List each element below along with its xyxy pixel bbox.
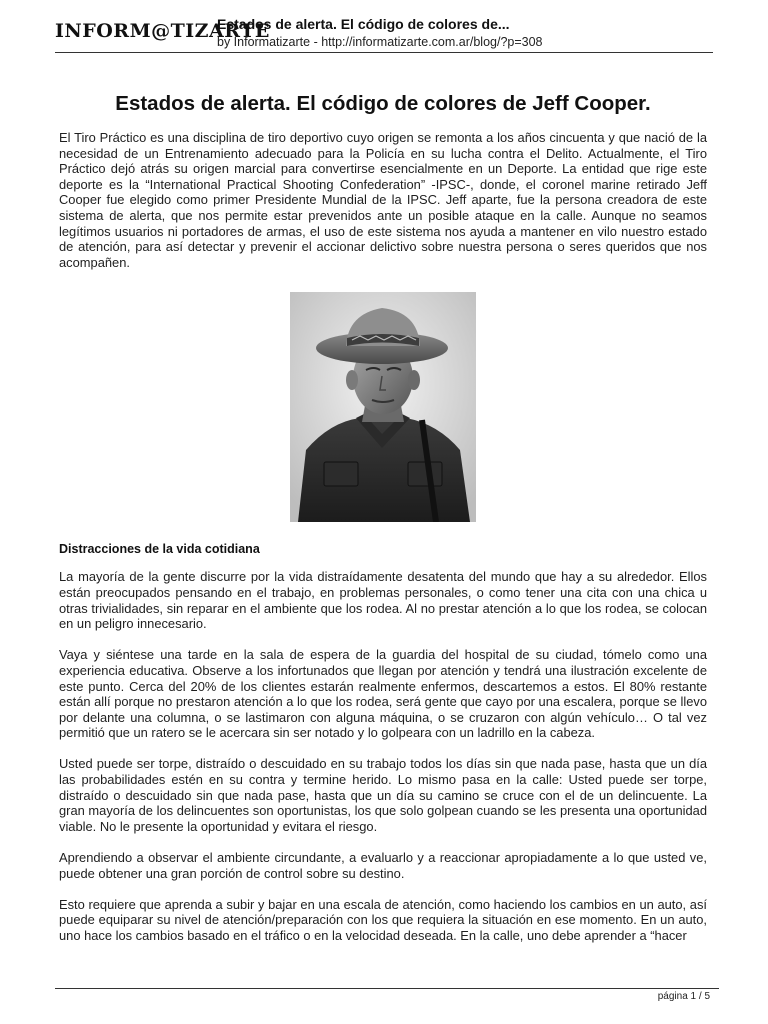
body-paragraph-5: Esto requiere que aprenda a subir y bajar en una escala de atención, como haciendo los cambios en un auto, así puede equiparar su nivel de atención/preparación con los que requiera la situación en ese momento. En un auto, uno hace los cambios basado en el tráfico o en la velocidad deseada. En la calle, uno debe aprender a “hacer — [59, 896, 707, 943]
body-paragraph-3: Usted puede ser torpe, distraído o descuidado en su trabajo todos los días sin que nada pase, hasta que un día las probabilidades estén en su contra y termine herido. Lo mismo pasa en la calle: Usted puede ser torpe, distraído o descuidado sin que nada pase, hasta que un día su camino se cruce con el de un delincuente. La gran mayoría de los delincuentes son oportunistas, los que solo golpean cuando se les presenta una oportunidad viable. No le presente la oportunidad y evitara el riesgo. — [59, 756, 707, 834]
intro-paragraph: El Tiro Práctico es una disciplina de tiro deportivo cuyo origen se remonta a los años cincuenta y que nació de la necesidad de un Entrenamiento adecuado para la Policía en su lucha contra el Delito. Actualmente, el Tiro Práctico dejó atrás su origen marcial para convertirse esencialmente en un Deporte. La entidad que rige este deporte es la “International Practical Shooting Confederation” -IPSC-, donde, el coronel marine retirado Jeff Cooper fue elegido como primer Presidente Mundial de la IPSC. Jeff aparte, fue la persona creadora de este sistema de alerta, que nos permite estar prevenidos ante un posible ataque en la calle. Aunque no seamos legítimos usuarios ni portadores de armas, el uso de este sistema nos ayuda a mantener en vilo nuestro estado de atención, para así detectar y prevenir el accionar delictivo sobre nuestra persona o seres queridos que nos acompañen. — [59, 130, 707, 270]
header-byline: by Informatizarte - http://informatizarte.com.ar/blog/?p=308 — [217, 35, 543, 49]
header-title: Estados de alerta. El código de colores de... — [217, 16, 510, 32]
article-body — [59, 62, 707, 944]
portrait-photo — [290, 292, 476, 522]
header-divider — [55, 52, 713, 53]
body-paragraph-1: La mayoría de la gente discurre por la vida distraídamente desatenta del mundo que hay a su alrededor. Ellos están preocupados pensando en el trabajo, en problemas personales, o como tener una cita con una chica u otras trivialidades, sin reparar en el ambiente que los rodea. Al no prestar atención a lo que los rodea, se colocan en un peligro innecesario. — [59, 569, 707, 632]
section-heading: Distracciones de la vida cotidiana — [59, 542, 260, 557]
article-title: Estados de alerta. El código de colores de Jeff Cooper. — [115, 92, 651, 115]
body-paragraph-2: Vaya y siéntese una tarde en la sala de espera de la guardia del hospital de su ciudad, tómelo como una experiencia educativa. Observe a los infortunados que llegan por atención y tendrá una ilustración excelente de este punto. Cerca del 20% de los clientes estarán realmente enfermos, descartemos a estos. El 80% restante están allí porque no prestaron atención a lo que los rodea, será gente que cayo por una escalera, porque se llevo por delante una columna, o se lastimaron con alguna máquina, o se cruzaron con algún vehículo… O tal vez permitió que un ratero se le acercara sin ser notado y lo golpeara con un ladrillo en la cabeza. — [59, 647, 707, 741]
page-number: página 1 / 5 — [657, 991, 710, 1002]
site-logo[interactable] — [55, 18, 270, 44]
page-header — [55, 14, 713, 52]
body-paragraph-4: Aprendiendo a observar el ambiente circundante, a evaluarlo y a reaccionar apropiadamente a lo que usted ve, puede obtener una gran porción de control sobre su destino. — [59, 850, 707, 881]
footer-divider — [55, 988, 719, 989]
logo-text: INFORM@TIZARTE — [55, 20, 270, 42]
photo-container — [59, 292, 707, 522]
